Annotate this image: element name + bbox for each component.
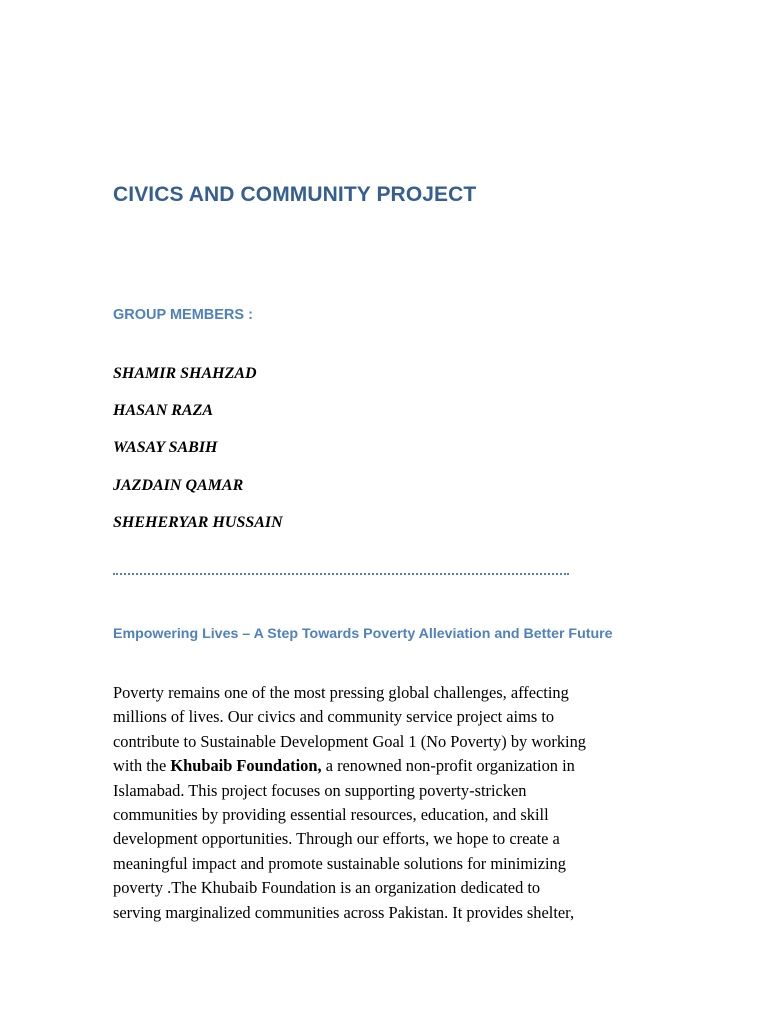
member-name: WASAY SABIH — [113, 439, 218, 457]
member-name: SHEHERYAR HUSSAIN — [113, 513, 283, 531]
paragraph-line — [113, 754, 658, 778]
document-title: CIVICS AND COMMUNITY PROJECT — [113, 183, 477, 206]
paragraph-line: Islamabad. This project focuses on supporting poverty-stricken — [113, 780, 527, 800]
line-text: with the — [113, 756, 171, 776]
member-name: HASAN RAZA — [113, 402, 214, 420]
paragraph-line: development opportunities. Through our efforts, we hope to create a — [113, 829, 560, 849]
paragraph-line: poverty .The Khubaib Foundation is an organization dedicated to — [113, 878, 541, 898]
member-list — [113, 364, 283, 550]
group-members-label: GROUP MEMBERS : — [113, 307, 253, 323]
paragraph-line: Poverty remains one of the most pressing global challenges, affecting — [113, 683, 569, 702]
section-subheading: Empowering Lives – A Step Towards Poverty Alleviation and Better Future — [113, 626, 613, 642]
dotted-divider — [113, 573, 569, 575]
member-name: SHAMIR SHAHZAD — [113, 365, 257, 382]
paragraph-line: serving marginalized communities across Pakistan. It provides shelter, — [113, 902, 575, 922]
paragraph-line: communities by providing essential resources, education, and skill — [113, 805, 549, 825]
paragraph-line: contribute to Sustainable Development Goal 1 (No Poverty) by working — [113, 731, 586, 751]
foundation-name: Khubaib Foundation, — [170, 756, 322, 776]
body-paragraph — [113, 681, 658, 925]
line-text: a renowned non-profit organization in — [321, 756, 575, 776]
paragraph-line: meaningful impact and promote sustainable solutions for minimizing — [113, 853, 566, 873]
member-name: JAZDAIN QAMAR — [113, 476, 244, 494]
paragraph-line: millions of lives. Our civics and community service project aims to — [113, 707, 555, 727]
